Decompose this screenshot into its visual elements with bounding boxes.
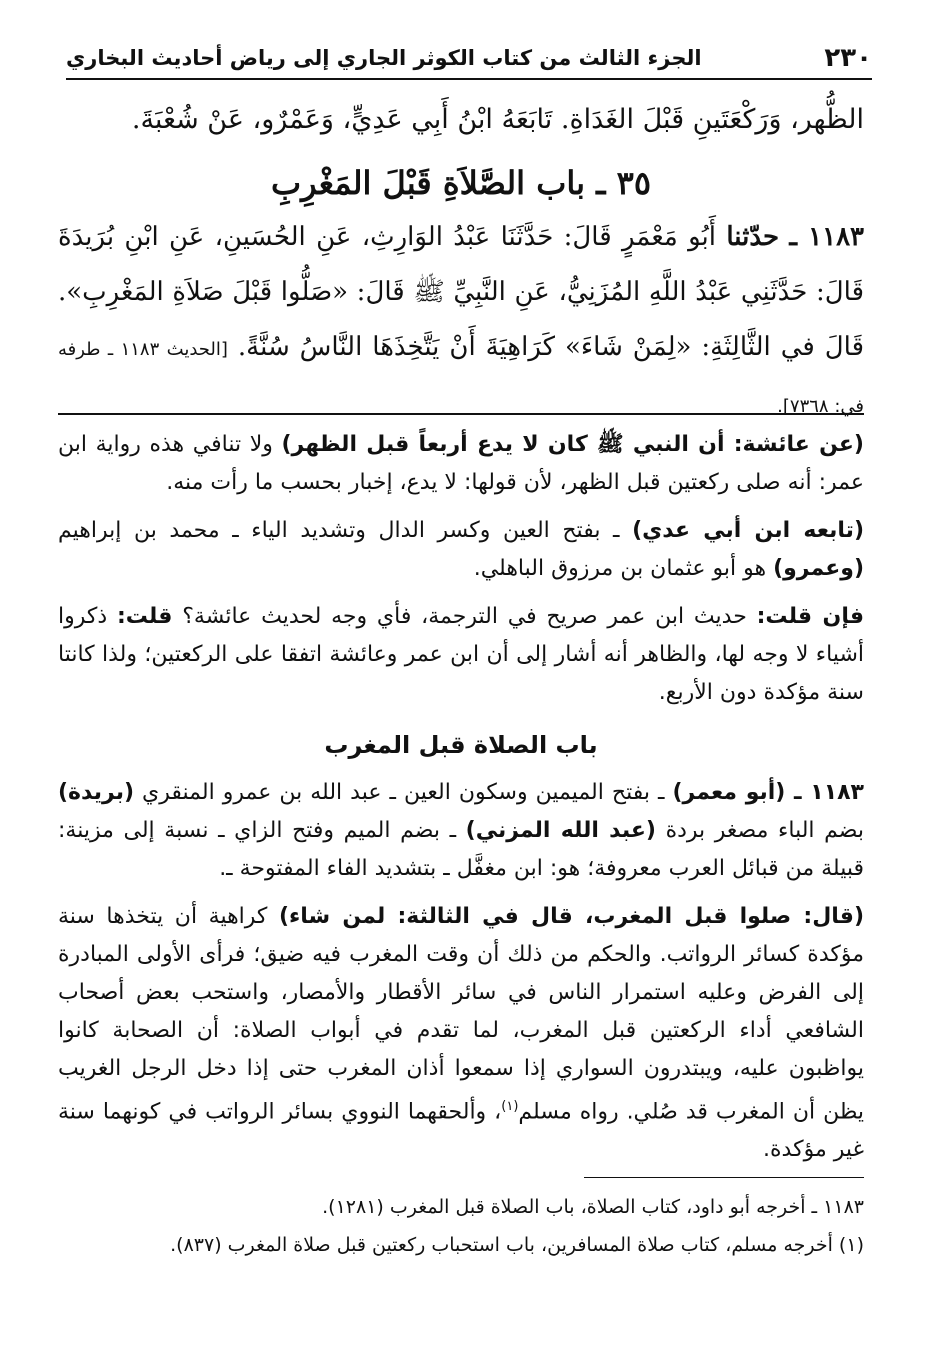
hadith-text [58, 210, 864, 434]
commentary-lemma: فإن قلت: [756, 604, 864, 629]
page-number: ٢٣٠ [824, 43, 872, 73]
commentary-subtitle: باب الصلاة قبل المغرب [324, 731, 598, 759]
commentary-paragraph [58, 898, 864, 1169]
commentary [58, 426, 864, 1179]
chapter-title: ٣٥ ـ باب الصَّلاَةِ قَبْلَ المَغْرِبِ [270, 164, 652, 202]
footnote: ١١٨٣ ـ أخرجه أبو داود، كتاب الصلاة، باب الصلاة قبل المغرب (١٢٨١). [322, 1196, 864, 1218]
commentary-paragraph [58, 426, 864, 502]
commentary-lemma: (تابعه ابن أبي عدي) [632, 518, 865, 543]
commentary-text: بضم الباء مصغر بردة [655, 818, 864, 843]
commentary-lemma: (وعمرو) [773, 556, 864, 581]
commentary-lemma: ١١٨٣ ـ (أبو معمر) [672, 780, 864, 805]
commentary-lemma: (قال: صلوا قبل المغرب، قال في الثالثة: لمن شاء) [278, 904, 864, 929]
footnotes [58, 1188, 864, 1264]
hadith-continuation: الظُّهر، وَرَكْعَتَينِ قَبْلَ الغَدَاةِ. تَابَعَهُ ابْنُ أَبِي عَدِيٍّ، وَعَمْرٌو، عَنْ شُعْبَةَ. [131, 104, 864, 135]
commentary-lemma: (عبد الله المزني) [465, 818, 656, 843]
commentary-text: هو أبو عثمان بن مرزوق الباهلي. [473, 556, 774, 581]
commentary-paragraph [58, 774, 864, 888]
commentary-text: ولا تنافي هذه رواية ابن عمر: أنه صلى ركعتين قبل الظهر، لأن قولها: لا يدع، إخبار بحسب ما رأت منه. [58, 432, 864, 495]
commentary-text: ، وألحقهما النووي بسائر الرواتب في كونهما سنة غير مؤكدة. [58, 1099, 864, 1163]
footnote: (١) أخرجه مسلم، كتاب صلاة المسافرين، باب استحباب ركعتين قبل صلاة المغرب (٨٣٧). [170, 1234, 864, 1256]
commentary-text: ـ بفتح العين وكسر الدال وتشديد الياء ـ محمد بن إبراهيم [58, 518, 633, 543]
footnote-marker: (١) [501, 1099, 519, 1114]
hadith-isnad-lead: حدّثنا [726, 222, 780, 252]
hadith-number: ١١٨٣ ـ [789, 222, 865, 252]
commentary-text: ـ بضم الميم وفتح الزاي ـ نسبة إلى مزينة: قبيلة من قبائل العرب معروفة؛ هو: ابن مغفَّل ـ بتشديد الفاء المفتوحة ـ. [58, 818, 864, 881]
main-divider [58, 413, 864, 415]
commentary-paragraph [58, 512, 864, 588]
running-title: الجزء الثالث من كتاب الكوثر الجاري إلى رياض أحاديث البخاري [66, 46, 702, 70]
page-header [66, 38, 872, 80]
commentary-text: حديث ابن عمر صريح في الترجمة، فأي وجه لحديث عائشة؟ [172, 604, 757, 629]
commentary-text: ذكروا أشياء لا وجه لها، والظاهر أنه أشار إلى أن ابن عمر وعائشة اتفقا على الركعتين؛ ولذا كانتا سنة مؤكدة دون الأربع. [58, 604, 864, 705]
hadith-body: أَبُو مَعْمَرٍ قَالَ: حَدَّثَنَا عَبْدُ الوَارِثِ، عَنِ الحُسَينِ، عَنِ ابْنِ بُرَيدَةَ قَالَ: حَدَّثَنِي عَبْدُ اللَّهِ المُزَنِيُّ، عَنِ النَّبِيِّ ﷺ قَالَ: «صَلُّوا قَبْلَ صَلاَةِ المَغْرِبِ». قَالَ في الثَّالِثَةِ: «لِمَنْ شَاءَ» كَرَاهِيَةَ أَنْ يَتَّخِذَهَا النَّاسُ سُنَّةً. [58, 222, 865, 362]
commentary-lemma: قلت: [116, 604, 173, 629]
commentary-lemma: (عن عائشة: أن النبي ﷺ كان لا يدع أربعاً قبل الظهر) [281, 432, 864, 457]
footnote-divider [584, 1177, 864, 1178]
commentary-paragraph [58, 598, 864, 712]
commentary-lemma: (بريدة) [58, 780, 135, 805]
hadith-reference: [الحديث ١١٨٣ ـ طرفه في: ٧٣٦٨]. [58, 339, 864, 417]
commentary-text: ـ بفتح الميمين وسكون العين ـ عبد الله بن عمرو المنقري [134, 780, 673, 805]
commentary-text: كراهية أن يتخذها سنة مؤكدة كسائر الرواتب. والحكم من ذلك أن وقت المغرب فيه ضيق؛ فرأى الأولى المبادرة إلى الفرض وعليه استمرار الناس في سائر الأقطار والأمصار، واستحب بعض أصحاب الشافعي أداء الركعتين قبل المغرب، لما تقدم في أبواب الصلاة: أن الصحابة كانوا يواظبون عليه، ويبتدرون السواري إذا سمعوا أذان المغرب حتى إذا دخل الرجل الغريب يظن أن المغرب قد صُلي. رواه مسلم [58, 904, 864, 1125]
